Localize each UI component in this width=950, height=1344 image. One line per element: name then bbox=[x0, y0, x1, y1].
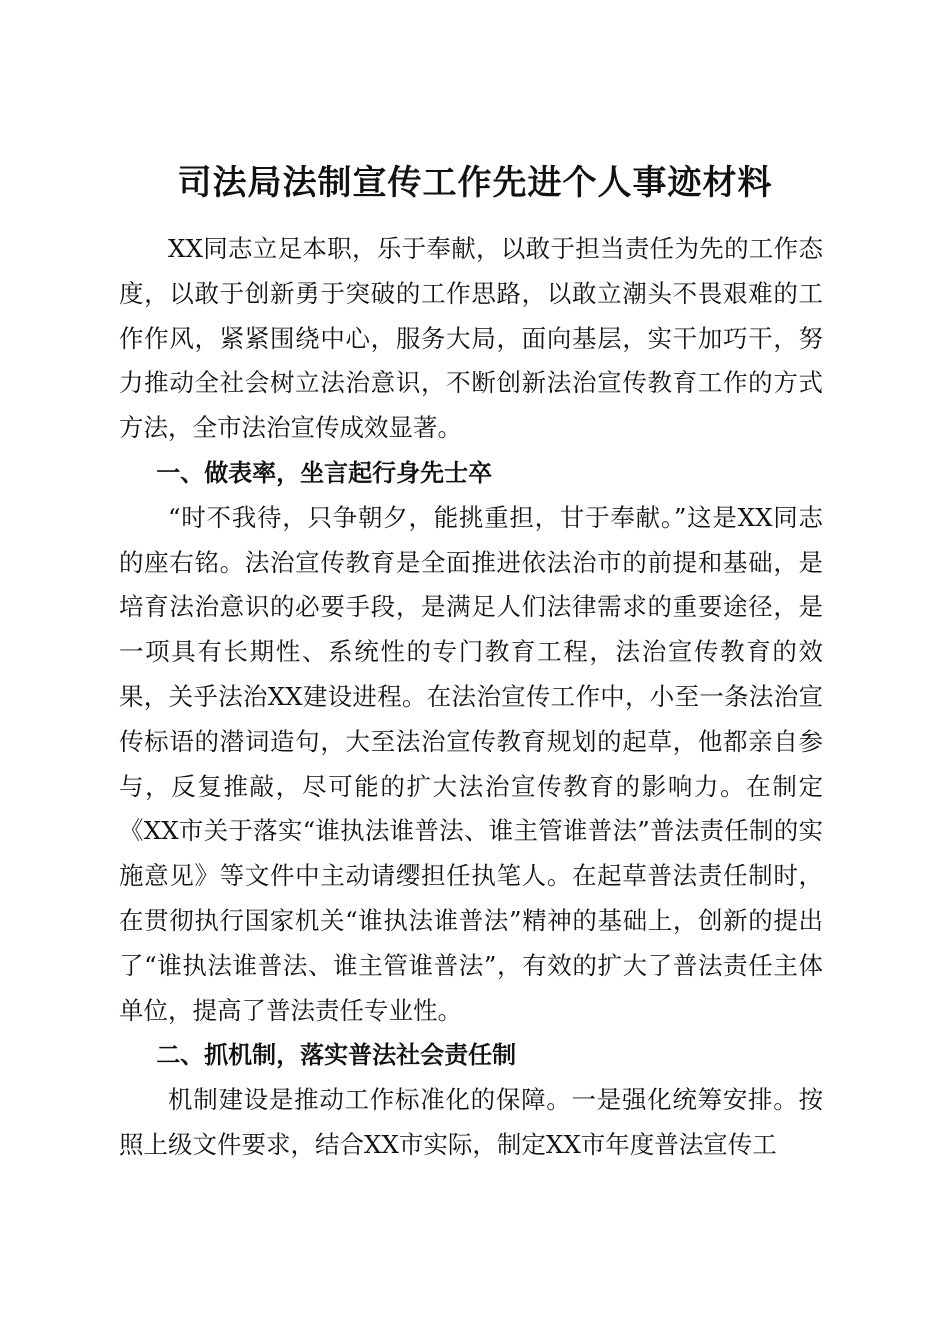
section-heading-1: 一、做表率，坐言起行身先士卒 bbox=[156, 458, 493, 487]
section-paragraph-2: 机制建设是推动工作标准化的保障。一是强化统筹安排。按照上级文件要求，结合XX市实际，制定XX市年度普法宣传工 bbox=[119, 1085, 823, 1159]
section-heading-2: 二、抓机制，落实普法社会责任制 bbox=[156, 1041, 517, 1070]
section-paragraph-1: “时不我待，只争朝夕，能挑重担，甘于奉献。”这是XX同志的座右铭。法治宣传教育是全面推进依法治市的前提和基础，是培育法治意识的必要手段，是满足人们法律需求的重要途径，是一项具有长期性、系统性的专门教育工程，法治宣传教育的效果，关乎法治XX建设进程。在法治宣传工作中，小至一条法治宣传标语的潜词造句，大至法治宣传教育规划的起草，他都亲自参与，反复推敲，尽可能的扩大法治宣传教育的影响力。在制定《XX市关于落实“谁执法谁普法、谁主管谁普法”普法责任制的实施意见》等文件中主动请缨担任执笔人。在起草普法责任制时，在贯彻执行国家机关“谁执法谁普法”精神的基础上，创新的提出了“谁执法谁普法、谁主管谁普法”，有效的扩大了普法责任主体单位，提高了普法责任专业性。 bbox=[119, 502, 823, 1025]
document-body bbox=[119, 227, 823, 1168]
document-title: 司法局法制宣传工作先进个人事迹材料 bbox=[177, 162, 773, 203]
intro-paragraph: XX同志立足本职，乐于奉献，以敢于担当责任为先的工作态度，以敢于创新勇于突破的工作思路，以敢立潮头不畏艰难的工作作风，紧紧围绕中心，服务大局，面向基层，实干加巧干，努力推动全社会树立法治意识，不断创新法治宣传教育工作的方式方法，全市法治宣传成效显著。 bbox=[119, 234, 823, 443]
